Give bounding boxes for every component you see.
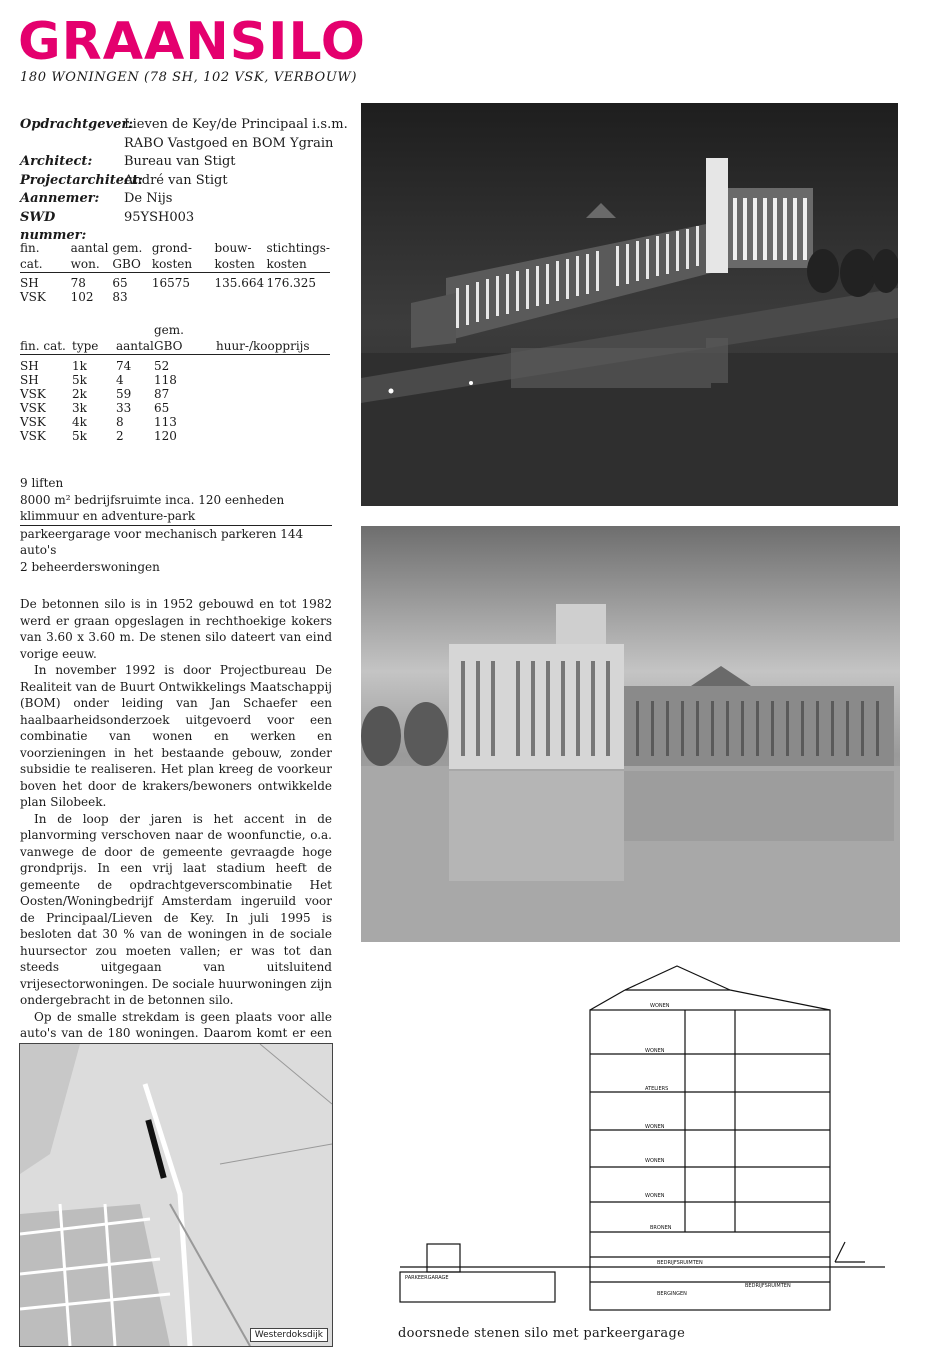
table-cell: 4k <box>72 415 87 429</box>
floor-label: WONEN <box>645 1124 665 1130</box>
table-cell: SH <box>20 359 39 373</box>
column-header: grond- kosten <box>151 241 193 271</box>
table-cell: 33 <box>116 401 132 415</box>
column-header: stichtings- kosten <box>266 241 330 271</box>
table-row <box>20 273 330 305</box>
table-cell: 113 <box>154 415 177 429</box>
site-map <box>19 1043 333 1347</box>
meta-key: Aannemer: <box>20 191 100 206</box>
column-header: fin. cat. <box>20 241 43 271</box>
column-header: aantal <box>116 339 154 353</box>
table-cell <box>216 429 330 443</box>
floor-label: PARKEERGARAGE <box>405 1275 449 1281</box>
facilities-list <box>20 475 332 575</box>
floor-label: BEDRIJFSRUIMTEN <box>657 1260 703 1266</box>
table-cell: 2 <box>116 429 124 443</box>
table-cell <box>216 415 330 429</box>
floor-label: BERGINGEN <box>657 1291 687 1297</box>
meta-value: 95YSH003 <box>124 209 195 225</box>
night-rendering-image <box>361 103 898 506</box>
costs-table <box>20 240 330 304</box>
table-cell: 16575 <box>151 276 190 290</box>
meta-key: SWD nummer: <box>20 209 87 243</box>
table-cell: 5k <box>72 429 87 443</box>
table-cell: SH VSK <box>20 276 46 304</box>
meta-key: Opdrachtgever: <box>20 117 133 132</box>
meta-row <box>20 172 348 191</box>
table-cell: 59 <box>116 387 132 401</box>
column-header: gem. GBO <box>112 241 143 271</box>
floor-label: WONEN <box>645 1158 665 1164</box>
day-rendering-image <box>361 526 900 942</box>
paragraph: De betonnen silo is in 1952 gebouwd en tot 1982 werd er graan opgeslagen in rechthoekige kokers van 3.60 x 3.60 m. De stenen silo dateert van eind vorige eeuw. <box>20 597 332 661</box>
table-cell: VSK <box>20 401 46 415</box>
list-item: klimmuur en adventure-park <box>20 509 196 523</box>
meta-value: Lieven de Key/de Principaal i.s.m. RABO Vastgoed en BOM Ygrain <box>124 117 348 151</box>
section-caption: doorsnede stenen silo met parkeergarage <box>398 1326 686 1341</box>
meta-row <box>20 190 348 209</box>
list-item: parkeergarage voor mechanisch parkeren 144 auto's <box>20 525 332 559</box>
paragraph: Op de smalle strekdam is geen plaats voor alle auto's van de 180 woningen. Daarom komt er een <box>20 1009 332 1040</box>
table-cell: 52 <box>154 359 170 373</box>
table-cell: SH <box>20 373 39 387</box>
table-cell: 65 <box>154 401 170 415</box>
table-cell: VSK <box>20 429 46 443</box>
table-cell: 120 <box>154 429 177 443</box>
meta-key: Architect: <box>20 154 93 169</box>
table-cell: VSK <box>20 415 46 429</box>
paragraph: In de loop der jaren is het accent in de planvorming verschoven naar de woonfunctie, o.a. vanwege de door de gemeente gevraagde hoge grondprijs. In een vrij laat stadium heeft de gemeente de opdrachtgeverscombinatie Het Oosten/Woningbedrijf Amsterdam ingeruild voor de Principaal/Lieven de Key. In juli 1995 is besloten dat 30 % van de woningen in de sociale huursector zou moeten vallen; er was tot dan steeds uitgegaan van uitsluitend vrijesectorwoningen. De sociale huurwoningen zijn ondergebracht in de betonnen silo. <box>20 811 332 1007</box>
table-cell <box>216 401 330 415</box>
table-cell: 8 <box>116 415 124 429</box>
table-row <box>20 387 330 401</box>
table-cell: 3k <box>72 401 87 415</box>
table-cell: 74 <box>116 359 132 373</box>
meta-row <box>20 153 348 172</box>
table-cell: VSK <box>20 387 46 401</box>
meta-value: De Nijs <box>124 191 173 206</box>
meta-row <box>20 116 348 153</box>
table-row <box>20 429 330 443</box>
column-header: bouw- kosten <box>214 241 255 271</box>
list-item: 8000 m² bedrijfsruimte inca. 120 eenheden <box>20 492 285 507</box>
column-header: huur-/koopprijs <box>216 339 310 353</box>
page-title: GRAANSILO <box>18 12 367 72</box>
table-cell: 135.664 <box>214 276 265 290</box>
article-body <box>20 596 332 1091</box>
table-row <box>20 415 330 429</box>
table-cell: 65 83 <box>112 276 128 304</box>
floor-label: WONEN <box>645 1048 665 1054</box>
floor-label: ATELIERS <box>645 1086 669 1092</box>
page-subtitle: 180 WONINGEN (78 SH, 102 VSK, VERBOUW) <box>20 70 358 85</box>
table-row <box>20 401 330 415</box>
floor-label: BEDRIJFSRUIMTEN <box>745 1283 791 1289</box>
meta-key: Projectarchitect: <box>20 172 143 188</box>
table-row <box>20 355 330 374</box>
table-cell: 176.325 <box>266 276 317 290</box>
paragraph: In november 1992 is door Projectbureau De Realiteit van de Buurt Ontwikkelings Maatschappij (BOM) onder leiding van Jan Schaefer een haalbaarheidsonderzoek uitgevoerd voor een combinatie van wonen en werken en voorzieningen in het bestaande gebouw, zonder subsidie te realiseren. Het plan kreeg de voorkeur boven het door de krakers/bewoners ontwikkelde plan Silobeek. <box>20 663 332 809</box>
table-cell: 1k <box>72 359 87 373</box>
floor-label: WONEN <box>650 1003 670 1009</box>
table-cell <box>216 387 330 401</box>
map-label: Westerdoksdijk <box>250 1328 328 1342</box>
table-cell: 78 102 <box>70 276 94 304</box>
meta-value: Bureau van Stigt <box>124 154 236 169</box>
table-cell: 2k <box>72 387 87 401</box>
floor-label: WONEN <box>645 1193 665 1199</box>
column-header: gem. GBO <box>154 323 184 353</box>
table-cell: 4 <box>116 373 124 387</box>
column-header: fin. cat. <box>20 339 66 353</box>
list-item: 2 beheerderswoningen <box>20 559 160 574</box>
table-cell: 118 <box>154 373 177 387</box>
column-header: aantal won. <box>70 241 109 271</box>
table-cell <box>216 355 330 374</box>
list-item: 9 liften <box>20 476 64 490</box>
section-drawing <box>395 962 885 1328</box>
meta-value: André van Stigt <box>124 172 228 188</box>
table-cell: 5k <box>72 373 87 387</box>
table-row <box>20 373 330 387</box>
column-header: type <box>72 339 99 353</box>
types-table <box>20 322 330 443</box>
table-cell: 87 <box>154 387 170 401</box>
table-cell <box>216 373 330 387</box>
floor-label: BRONEN <box>650 1225 672 1231</box>
project-meta <box>20 116 348 246</box>
